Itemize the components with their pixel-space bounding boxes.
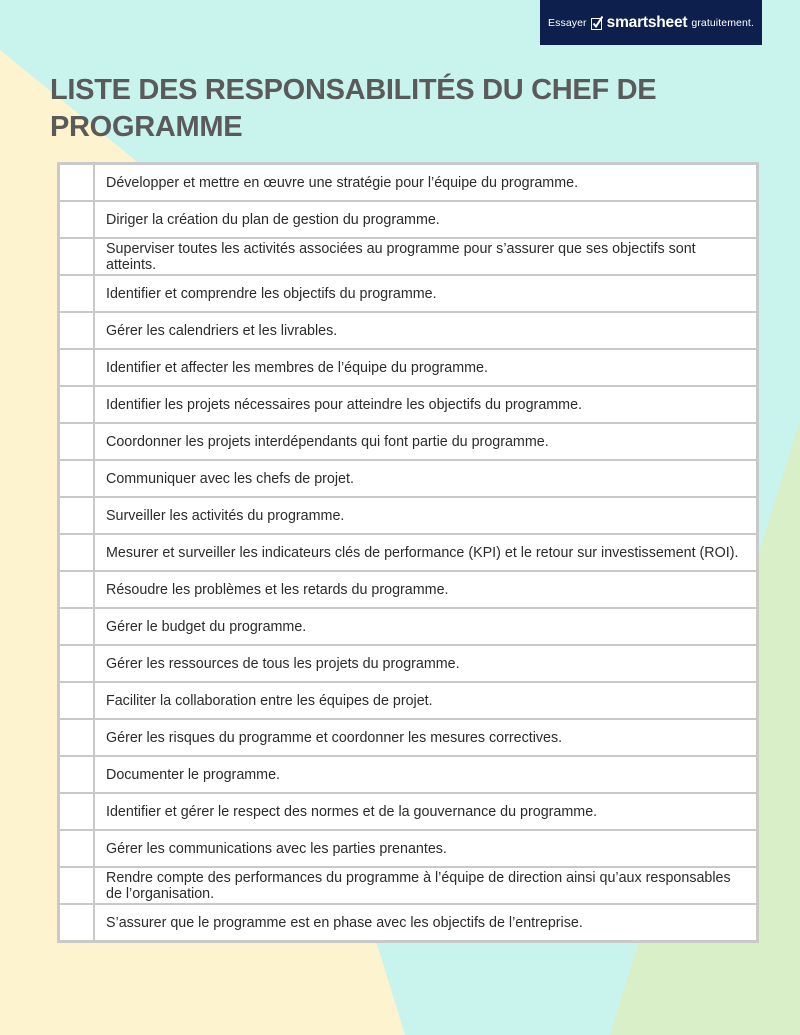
page-title: LISTE DES RESPONSABILITÉS DU CHEF DE PROGRAMME	[50, 74, 657, 143]
checklist-item-text: Gérer les communications avec les parties prenantes.	[95, 831, 756, 866]
checklist-row	[60, 794, 756, 829]
checkbox-cell[interactable]	[60, 572, 93, 607]
checklist-table	[57, 162, 759, 943]
checklist-item-text: Mesurer et surveiller les indicateurs clés de performance (KPI) et le retour sur investissement (ROI).	[95, 535, 756, 570]
checklist-item-text: Diriger la création du plan de gestion du programme.	[95, 202, 756, 237]
checkbox-cell[interactable]	[60, 905, 93, 940]
checkbox-cell[interactable]	[60, 461, 93, 496]
checklist-row	[60, 424, 756, 459]
checklist-row	[60, 276, 756, 311]
checklist-row	[60, 720, 756, 755]
checklist-item-text: Superviser toutes les activités associées au programme pour s’assurer que ses objectifs sont atteints.	[95, 239, 756, 274]
checklist-item-text: Gérer le budget du programme.	[95, 609, 756, 644]
checkbox-cell[interactable]	[60, 757, 93, 792]
checklist-row	[60, 683, 756, 718]
checklist-row	[60, 757, 756, 792]
checkbox-cell[interactable]	[60, 202, 93, 237]
checklist-item-text: Surveiller les activités du programme.	[95, 498, 756, 533]
checklist-row	[60, 350, 756, 385]
checkbox-cell[interactable]	[60, 387, 93, 422]
checklist-row	[60, 387, 756, 422]
checklist-row	[60, 202, 756, 237]
checkbox-cell[interactable]	[60, 831, 93, 866]
checklist-item-text: Gérer les risques du programme et coordonner les mesures correctives.	[95, 720, 756, 755]
checklist-item-text: Coordonner les projets interdépendants qui font partie du programme.	[95, 424, 756, 459]
checkbox-cell[interactable]	[60, 165, 93, 200]
checklist-item-text: Faciliter la collaboration entre les équipes de projet.	[95, 683, 756, 718]
checkbox-cell[interactable]	[60, 498, 93, 533]
banner-brand: smartsheet	[606, 13, 688, 31]
checkbox-cell[interactable]	[60, 646, 93, 681]
checkbox-cell[interactable]	[60, 313, 93, 348]
checkbox-cell[interactable]	[60, 239, 93, 274]
checklist-item-text: Rendre compte des performances du programme à l’équipe de direction ainsi qu’aux responsables de l’organisation.	[95, 868, 756, 903]
checkbox-cell[interactable]	[60, 350, 93, 385]
checklist-row	[60, 646, 756, 681]
smartsheet-check-icon	[591, 16, 603, 30]
checkbox-cell[interactable]	[60, 276, 93, 311]
checklist-row	[60, 498, 756, 533]
checklist-item-text: Identifier et affecter les membres de l’équipe du programme.	[95, 350, 756, 385]
checklist-row	[60, 572, 756, 607]
checkbox-cell[interactable]	[60, 609, 93, 644]
checklist-row	[60, 868, 756, 903]
checklist-item-text: Documenter le programme.	[95, 757, 756, 792]
checklist-item-text: Communiquer avec les chefs de projet.	[95, 461, 756, 496]
checkbox-cell[interactable]	[60, 794, 93, 829]
checklist-row	[60, 239, 756, 274]
checklist-row	[60, 535, 756, 570]
checkbox-cell[interactable]	[60, 535, 93, 570]
banner-prefix: Essayer	[548, 16, 587, 29]
checklist-item-text: Résoudre les problèmes et les retards du programme.	[95, 572, 756, 607]
checklist-item-text: Gérer les ressources de tous les projets du programme.	[95, 646, 756, 681]
checklist-row	[60, 165, 756, 200]
checklist-item-text: S’assurer que le programme est en phase avec les objectifs de l’entreprise.	[95, 905, 756, 940]
banner-suffix: gratuitement.	[691, 16, 754, 29]
checkbox-cell[interactable]	[60, 683, 93, 718]
checklist-row	[60, 905, 756, 940]
checklist-row	[60, 461, 756, 496]
checkbox-cell[interactable]	[60, 720, 93, 755]
checklist-item-text: Développer et mettre en œuvre une stratégie pour l’équipe du programme.	[95, 165, 756, 200]
checklist-item-text: Gérer les calendriers et les livrables.	[95, 313, 756, 348]
checkbox-cell[interactable]	[60, 424, 93, 459]
try-smartsheet-banner[interactable]	[540, 0, 762, 45]
checklist-row	[60, 609, 756, 644]
checklist-row	[60, 831, 756, 866]
checklist-item-text: Identifier les projets nécessaires pour atteindre les objectifs du programme.	[95, 387, 756, 422]
checklist-item-text: Identifier et gérer le respect des normes et de la gouvernance du programme.	[95, 794, 756, 829]
checklist-item-text: Identifier et comprendre les objectifs du programme.	[95, 276, 756, 311]
checklist-row	[60, 313, 756, 348]
checkbox-cell[interactable]	[60, 868, 93, 903]
